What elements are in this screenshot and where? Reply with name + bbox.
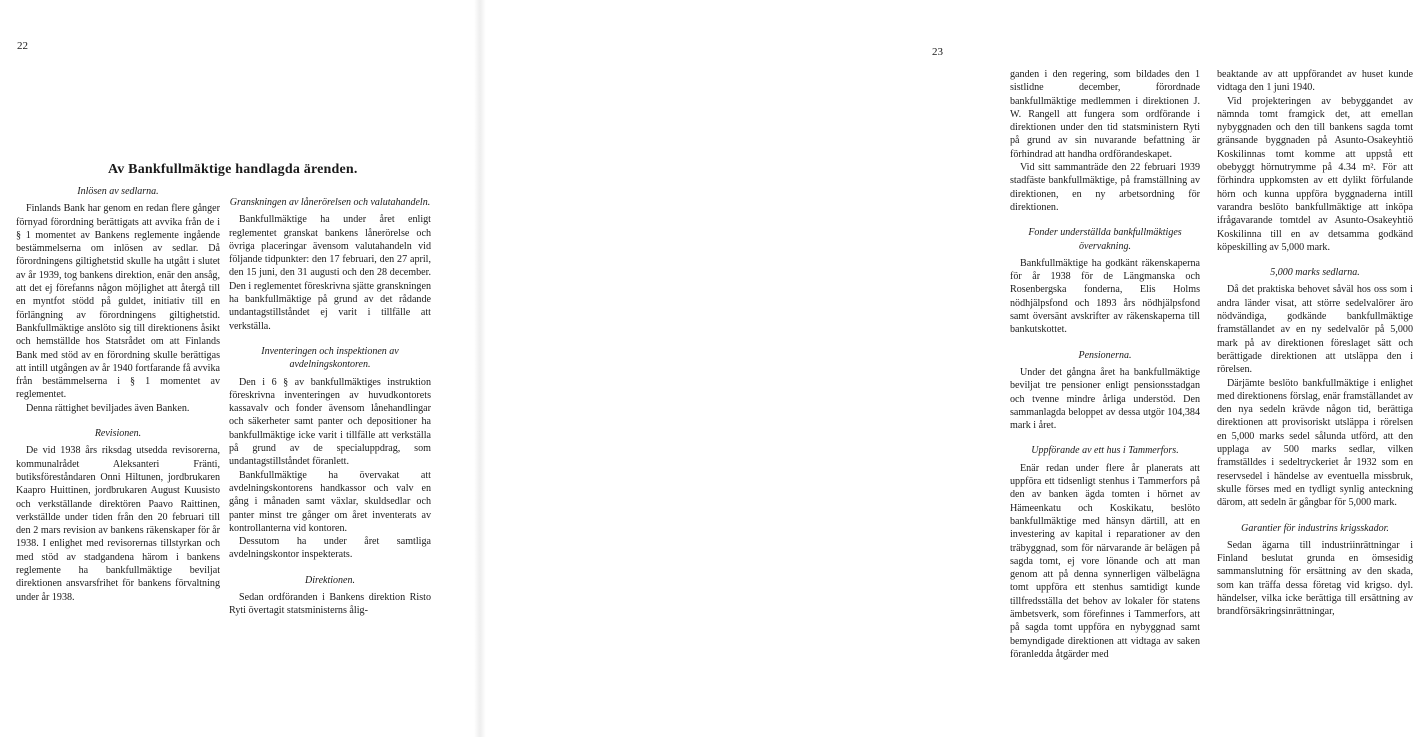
paragraph: Bankfullmäktige ha under året enligt reglementet granskat bankens lånerörelse och övriga placeringar ävensom valutahandeln vid följande tidpunkter: den 17 februari, den 27 april, den 15 juni, den 31 augusti och den 28 december. Den i reglementet föreskrivna sjätte granskningen ha bankfullmäktige på grund av det rådande undantagstillståndet ej varit i tillfälle att verkställa. [229,214,431,332]
right-page [482,0,1413,737]
section-heading: Inlösen av sedlarna. [77,186,159,197]
section-heading: Uppförande av ett hus i Tammerfors. [1031,445,1179,457]
section-heading: Fonder underställda bankfullmäktiges övervakning. [1028,227,1182,252]
paragraph: Då det praktiska behovet såväl hos oss som i andra länder visat, att större sedelvalörer äro nödvändiga, godkände bankfullmäktige framställandet av en ny sedelvalör på 5,000 mark på av direktionen föreslaget sätt och berättigade direktionen att utsläppa den i rörelsen. [1217,284,1413,376]
section-heading: Granskningen av lånerörelsen och valutahandeln. [229,197,431,208]
column-1 [16,182,220,604]
paragraph: beaktande av att uppförandet av huset kunde vidtaga den 1 juni 1940. [1217,69,1413,94]
paragraph: Vid projekteringen av bebyggandet av nämnda tomt framgick det, att emellan nybyggnaden och den till bankens sagda tomt gränsande byggnaden på Asunto-Osakeyhtiö Koskilinnas tomt komme att uppstå ett obebyggt hörnutrymme på 4.34 m². För att förhindra uppkomsten av ett dylikt förfulande hörn och kunna uppföra byggnaderna intill varandra beslöto bankfullmäktige att inköpa ifrågavarande tomtdel av Asunto-Osakeyhtiö Koskilinna till en av detsamma godkänd köpeskilling av 5,000 mark. [1217,95,1413,253]
paragraph: Bankfullmäktige ha godkänt räkenskaperna för år 1938 för de Längmanska och Rosenbergska fonderna, Elis Holms nödhjälpsfond och 1893 års nödhjälpsfond samt översänt avskrifter av räkenskaperna till bankutskottet. [1010,257,1200,336]
paragraph: Sedan ägarna till industriinrättningar i Finland beslutat grunda en ömsesidig sammanslutning för ersättning av den skada, som kan träffa dessa företag vid krigso. dyl. händelser, vilka icke berättiga till ersättning av brandförsäkringsinrättningar, [1217,539,1413,618]
paragraph: Bankfullmäktige ha övervakat att avdelningskontorens handkassor och valv en gång i månaden samt växlar, skuldsedlar och panter minst tre gånger om året inventerats av kontrollanterna vid kontoren. [229,469,431,534]
paragraph: Finlands Bank har genom en redan flere gånger förnyad förordning berättigats att avvika från de i § 1 momentet av Bankens reglemente ingående bestämmelserna om inlösen av sedlar. Då förordningens giltighetstid skulle ha utgått i slutet av år 1939, tog bankens direktion, enär den ansåg, att det ej förefanns någon möjlighet att återgå till en myntfot stödd på guldet, initiativ till en förlängning av förordningens giltighetstid. Bankfullmäktige anslöto sig till direktionens åsikt och hemställde hos Statsrådet om att Finlands Bank med stöd av en förordning skulle berättigas att intill utgången av år 1940 fortfarande få avvika från bestämmelserna i § 1 momentet av reglementet. [16,203,220,401]
paragraph: Sedan ordföranden i Bankens direktion Risto Ryti övertagit statsministerns ålig- [229,592,431,617]
page-title: Av Bankfullmäktige handlagda ärenden. [108,162,358,177]
section-heading: Garantier för industrins krigsskador. [1241,522,1389,534]
paragraph: Under det gångna året ha bankfullmäktige beviljat tre pensioner enligt pensionsstadgan och tvenne mindre årliga understöd. Den sammanlagda beloppet av dessa utgör 104,384 mark i året. [1010,366,1200,432]
paragraph: De vid 1938 års riksdag utsedda revisorerna, kommunalrådet Aleksanteri Fränti, butiksföreståndaren Onni Hiltunen, jordbrukaren Kaapro Huittinen, jordbrukaren August Kuusisto och verkställande direktören Paavo Raittinen, verkställde under tiden från den 20 februari till den 2 mars revision av bankens räkenskaper för år 1938. I enlighet med revisorernas tillstyrkan och med stöd av stadgandena härom i bankens reglemente ha bankfullmäktige beviljat direktionen ansvarsfrihet för bankens förvaltning under år 1938. [16,445,220,603]
column-2 [229,193,431,618]
section-heading: Pensionerna. [1078,349,1132,361]
left-page [0,0,478,737]
section-heading: Direktionen. [305,574,355,586]
paragraph: Enär redan under flere år planerats att uppföra ett tidsenligt stenhus i Tammerfors på den av banken ägda tomten i hörnet av Hämeenkatu och Koskikatu, beslöto bankfullmäktige med hänsyn därtill, att en investering av kapital i reparationer av den träbyggnad, som för närvarande är belägen på sagda tomt, ej vore lönande och att man genom att på denna synnerligen välbelägna tomt uppföra ett stenhus samtidigt kunde tillfredsställa det behov av lokaler för statens ämbetsverk, som förefinnes i Tammerfors, att på sagda tomt uppföra en nybyggnad samt bemyndigade direktionen att vidtaga av saken föranledda åtgärder med [1010,462,1200,660]
section-heading: Inventeringen och inspektionen av avdelningskontoren. [261,345,399,371]
paragraph: Därjämte beslöto bankfullmäktige i enlighet med direktionens förslag, enär framställandet av den nya sedeln krävde någon tid, berättiga direktionen att provisoriskt utsläppa i rörelsen en 5,000 marks sedel sålunda utförd, att den upplaga av 500 marks sedlar, vilken framställdes i sedeltryckeriet år 1932 som en reservsedel i händelse av eventuella missbruk, skulle förses med en tydligt synlig anteckning därom, att sedeln är gångbar för 5,000 mark. [1217,377,1413,509]
column-3 [1010,68,1200,661]
section-heading: 5,000 marks sedlarna. [1270,267,1360,279]
section-heading: Revisionen. [94,428,142,440]
paragraph: Den i 6 § av bankfullmäktiges instruktion föreskrivna inventeringen av huvudkontorets kassavalv och fonder ävensom lånehandlingar och säkerheter samt panter och depositioner ha bankfullmäktige icke varit i tillfälle att verkställa på grund av de specialuppdrag, som undantagstillståndet föranlett. [229,376,431,468]
column-4 [1217,68,1413,619]
paragraph: Dessutom ha under året samtliga avdelningskontor inspekterats. [229,536,431,561]
page-number: 23 [932,46,943,58]
paragraph: Vid sitt sammanträde den 22 februari 1939 stadfäste bankfullmäktige, på framställning av direktionen, en ny arbetsordning för direktionen. [1010,162,1200,213]
paragraph: Denna rättighet beviljades även Banken. [26,402,190,414]
paragraph: ganden i den regering, som bildades den 1 sistlidne december, förordnade bankfullmäktige medlemmen i direktionen J. W. Rangell att fungera som ordförande i direktionen under den tid statsministern Ryti på grund av sin nuvarande befattning är förhindrad att handha ordförandeskapet. [1010,69,1200,160]
page-number: 22 [17,40,28,52]
